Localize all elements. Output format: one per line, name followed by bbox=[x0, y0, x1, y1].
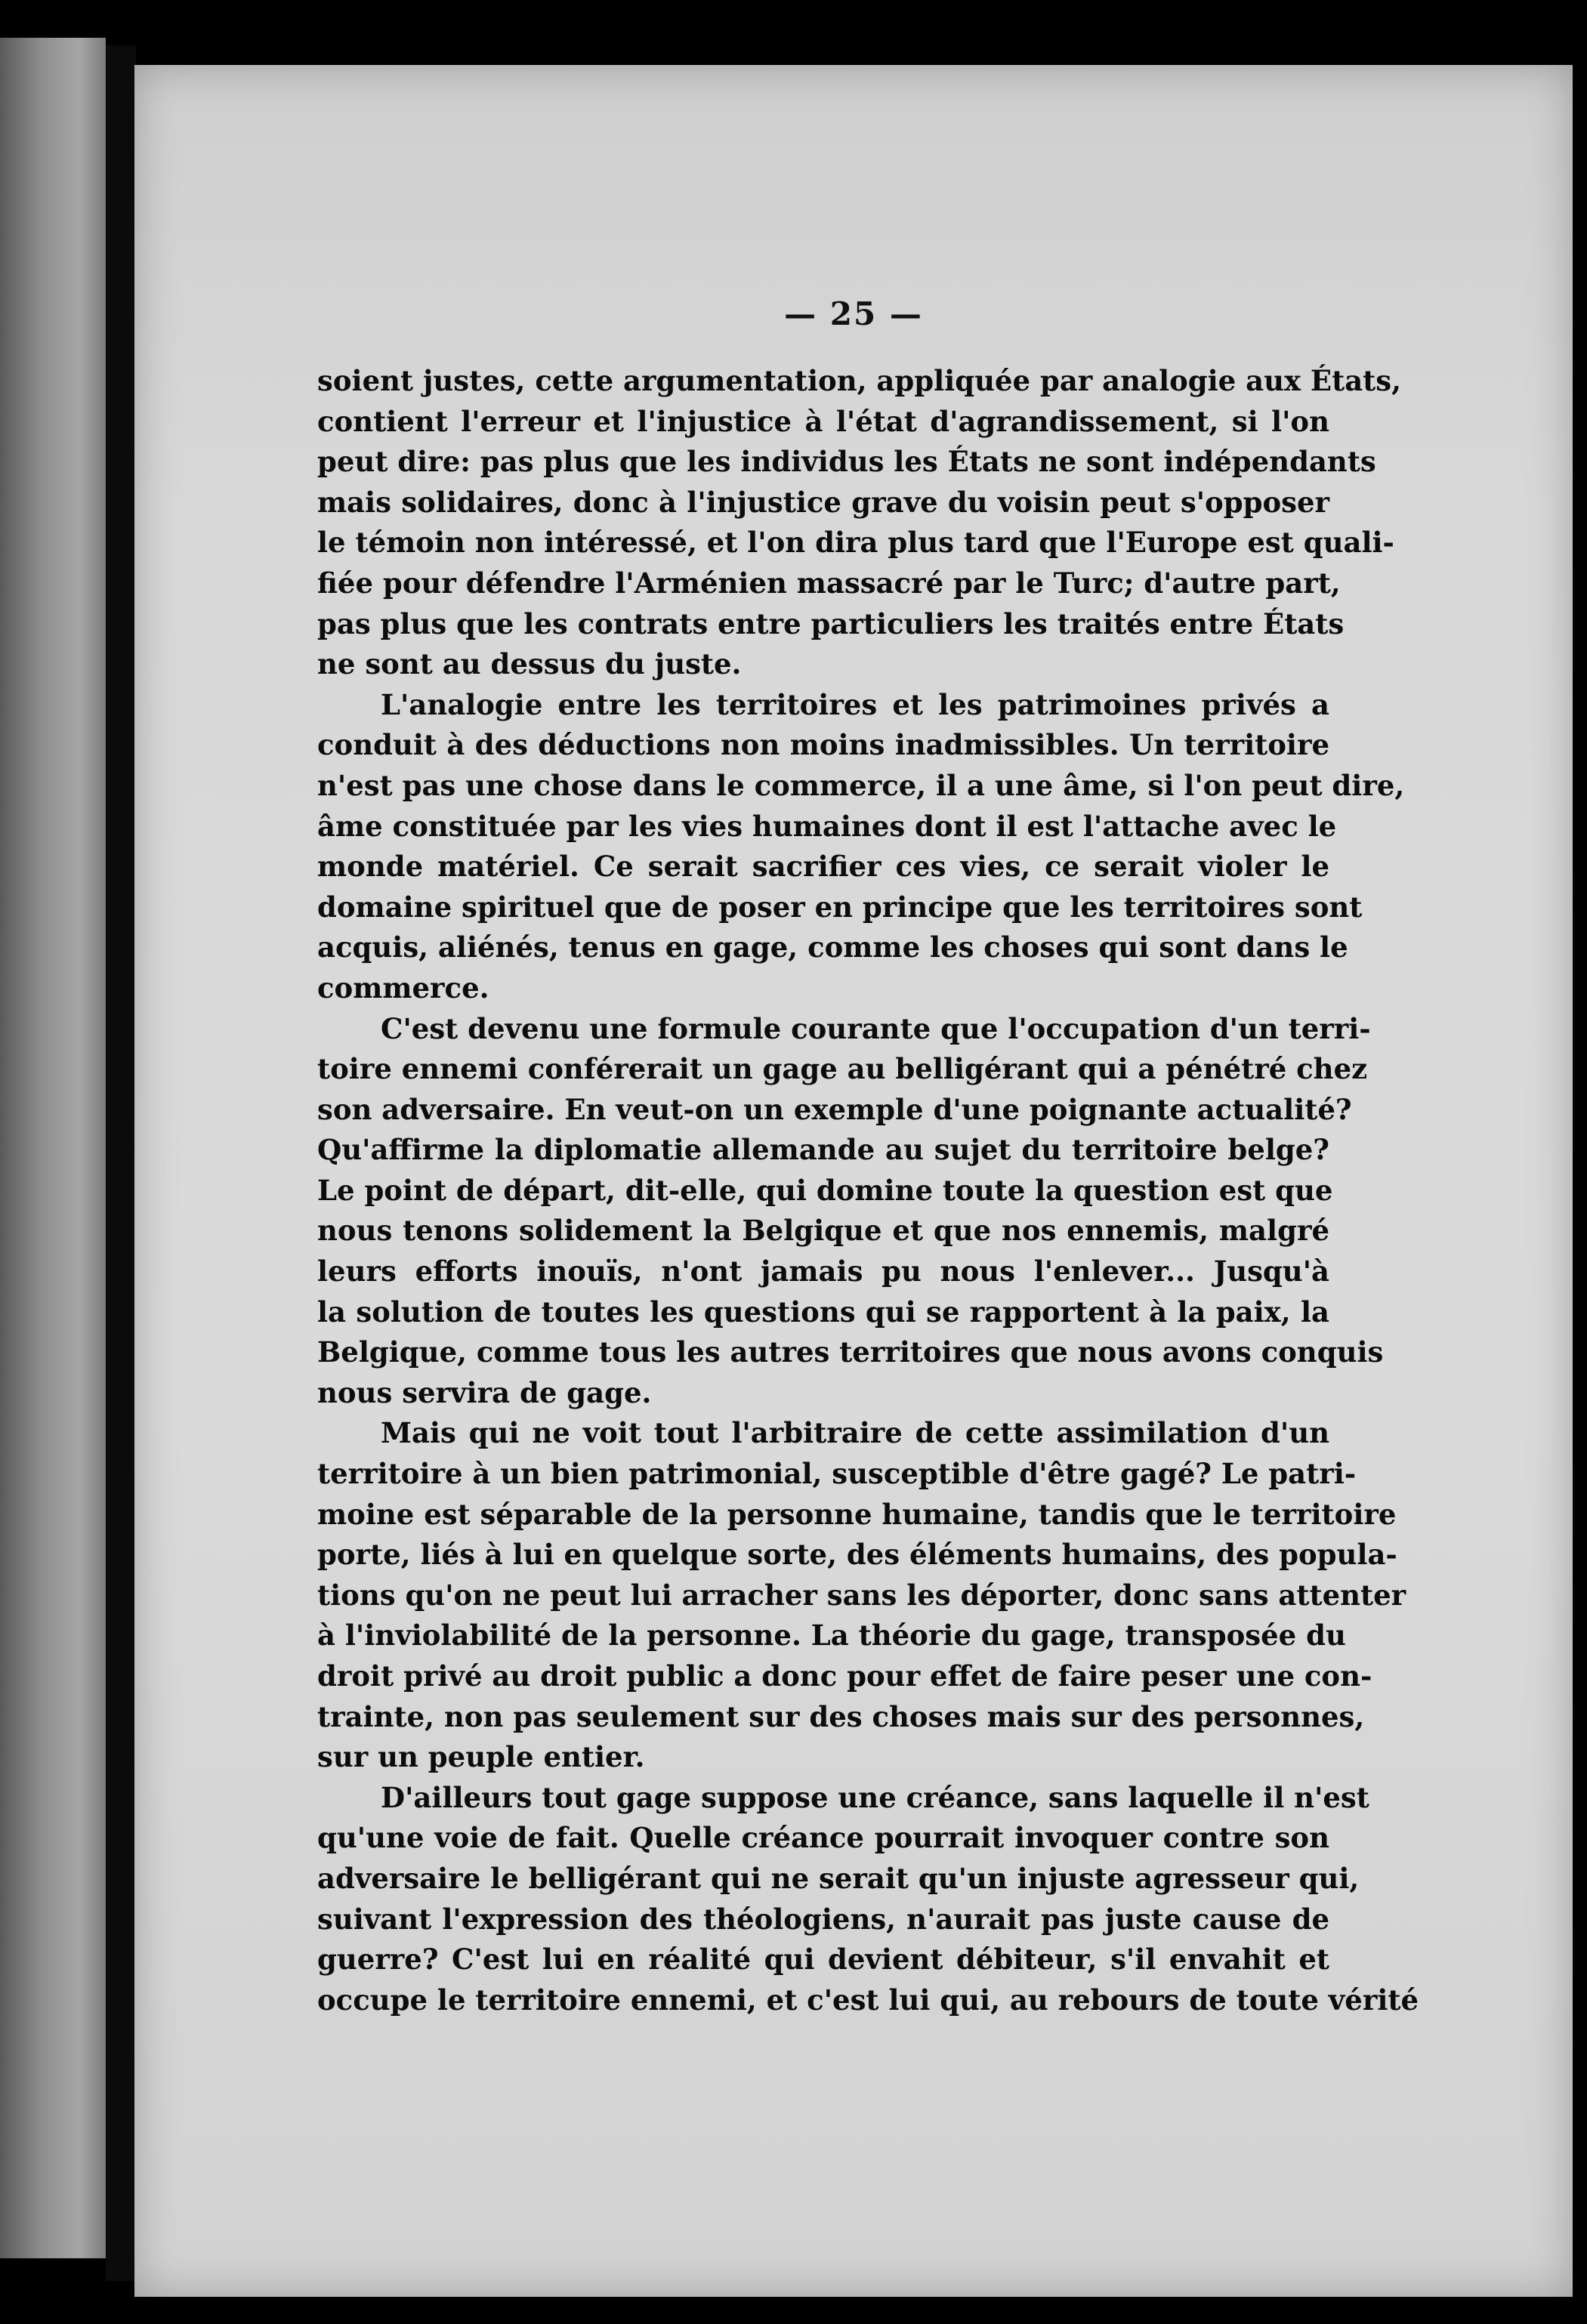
page-number: — 25 — bbox=[784, 295, 923, 332]
text-line: qu'une voie de fait. Quelle créance pourrait invoquer contre son bbox=[317, 1821, 1329, 1855]
text-line: droit privé au droit public a donc pour effet de faire peser une con- bbox=[317, 1659, 1372, 1693]
text-line: trainte, non pas seulement sur des choses mais sur des personnes, bbox=[317, 1699, 1365, 1733]
text-line: D'ailleurs tout gage suppose une créance, sans laquelle il n'est bbox=[381, 1780, 1369, 1814]
paragraph-4 bbox=[317, 1413, 1406, 1777]
text-line: n'est pas une chose dans le commerce, il a une âme, si l'on peut dire, bbox=[317, 768, 1405, 802]
text-line: commerce. bbox=[317, 971, 489, 1005]
text-line: la solution de toutes les questions qui se rapportent à la paix, la bbox=[317, 1295, 1329, 1329]
text-line: sur un peuple entier. bbox=[317, 1740, 645, 1774]
text-line: suivant l'expression des théologiens, n'aurait pas juste cause de bbox=[317, 1902, 1329, 1936]
text-line: son adversaire. En veut-on un exemple d'une poignante actualité? bbox=[317, 1092, 1352, 1126]
text-line: occupe le territoire ennemi, et c'est lui qui, au rebours de toute vérité bbox=[317, 1983, 1419, 2017]
paragraph-2 bbox=[317, 685, 1405, 1009]
book-gutter bbox=[106, 45, 136, 2281]
text-line: Belgique, comme tous les autres territoires que nous avons conquis bbox=[317, 1335, 1384, 1369]
text-line: soient justes, cette argumentation, appliquée par analogie aux États, bbox=[317, 364, 1401, 397]
text-line: domaine spirituel que de poser en principe que les territoires sont bbox=[317, 890, 1363, 924]
text-line: monde matériel. Ce serait sacrifier ces vies, ce serait violer le bbox=[317, 850, 1329, 884]
text-line: leurs efforts inouïs, n'ont jamais pu nous l'enlever... Jusqu'à bbox=[317, 1255, 1329, 1289]
text-line: Le point de départ, dit-elle, qui domine toute la question est que bbox=[317, 1173, 1333, 1207]
text-line: conduit à des déductions non moins inadmissibles. Un territoire bbox=[317, 728, 1329, 762]
paragraph-3 bbox=[317, 1009, 1384, 1414]
text-line: pas plus que les contrats entre particuliers les traités entre États bbox=[317, 606, 1345, 640]
text-line: guerre? C'est lui en réalité qui devient débiteur, s'il envahit et bbox=[317, 1943, 1329, 1977]
text-line: nous tenons solidement la Belgique et que nos ennemis, malgré bbox=[317, 1214, 1329, 1248]
text-line: à l'inviolabilité de la personne. La théorie du gage, transposée du bbox=[317, 1619, 1346, 1653]
text-line: toire ennemi conférerait un gage au belligérant qui a pénétré chez bbox=[317, 1052, 1368, 1086]
paragraph-1 bbox=[317, 361, 1401, 685]
text-line: acquis, aliénés, tenus en gage, comme les choses qui sont dans le bbox=[317, 931, 1348, 964]
text-line: peut dire: pas plus que les individus les États ne sont indépendants bbox=[317, 445, 1376, 479]
text-line: mais solidaires, donc à l'injustice grave du voisin peut s'opposer bbox=[317, 485, 1329, 519]
paragraph-5 bbox=[317, 1778, 1419, 2021]
text-line: tions qu'on ne peut lui arracher sans les déporter, donc sans attenter bbox=[317, 1578, 1406, 1612]
book-page bbox=[134, 65, 1573, 2297]
text-line: C'est devenu une formule courante que l'occupation d'un terri- bbox=[381, 1011, 1371, 1045]
text-line: fiée pour défendre l'Arménien massacré par le Turc; d'autre part, bbox=[317, 566, 1341, 600]
text-line: territoire à un bien patrimonial, susceptible d'être gagé? Le patri- bbox=[317, 1457, 1357, 1491]
text-line: le témoin non intéressé, et l'on dira plus tard que l'Europe est quali- bbox=[317, 526, 1394, 560]
text-line: ne sont au dessus du juste. bbox=[317, 647, 742, 681]
text-line: Mais qui ne voit tout l'arbitraire de cette assimilation d'un bbox=[381, 1416, 1329, 1450]
text-line: adversaire le belligérant qui ne serait qu'un injuste agresseur qui, bbox=[317, 1861, 1360, 1895]
text-line: contient l'erreur et l'injustice à l'état d'agrandissement, si l'on bbox=[317, 404, 1329, 438]
text-line: L'analogie entre les territoires et les patrimoines privés a bbox=[381, 687, 1329, 721]
facing-page-edge bbox=[0, 38, 106, 2258]
body-text bbox=[317, 361, 1419, 2020]
text-line: âme constituée par les vies humaines dont il est l'attache avec le bbox=[317, 809, 1337, 843]
text-line: Qu'affirme la diplomatie allemande au sujet du territoire belge? bbox=[317, 1133, 1329, 1167]
text-line: moine est séparable de la personne humaine, tandis que le territoire bbox=[317, 1497, 1397, 1531]
text-line: porte, liés à lui en quelque sorte, des éléments humains, des popula- bbox=[317, 1538, 1397, 1572]
text-line: nous servira de gage. bbox=[317, 1375, 652, 1409]
